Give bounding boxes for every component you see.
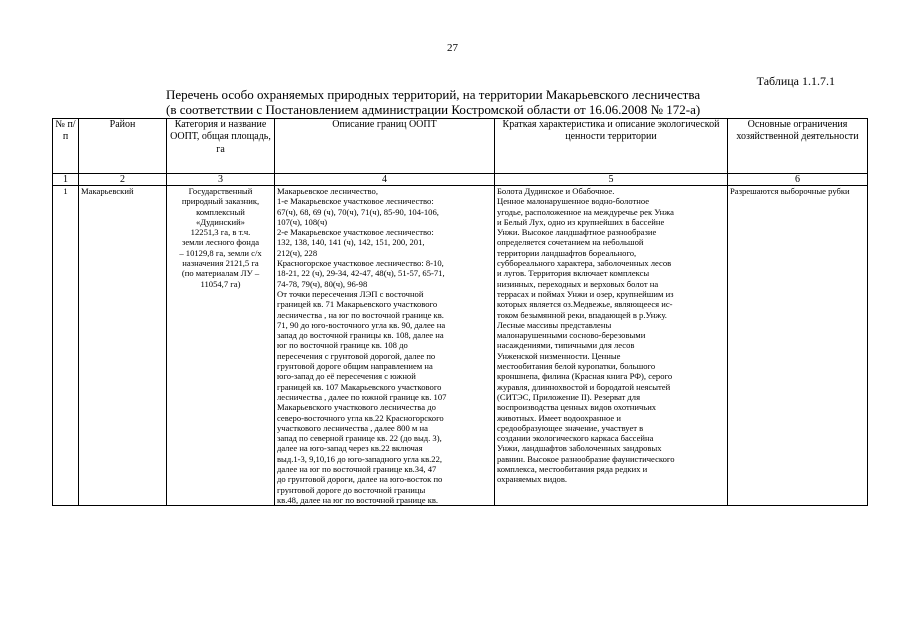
text-line: создании экологического каркаса бассейна [497,433,654,444]
text-line: «Дудинский» [196,216,245,227]
text-line: 1-е Макарьевское участковое лесничество: [277,196,434,207]
text-line: и лугов. Территория включает комплексы [497,268,650,279]
column-number: 5 [495,174,728,186]
text-line: назначения 2121,5 га [182,258,259,269]
column-number: 4 [275,174,495,186]
text-line: Государственный [188,186,253,196]
header-restrictions: Основные ограничения хозяйственной деятельности [728,119,868,174]
text-line: юго-запад до её пересечения с южной [277,371,416,382]
text-line: 74-78, 79(ч), 80(ч), 96-98 [277,278,368,289]
text-line: Макарьевского участкового лесничества до [277,402,436,413]
text-line: животных. Имеет водоохранное и [497,412,621,423]
header-boundaries: Описание границ ООПТ [275,119,495,174]
text-line: малонарушенными сосново-березовыми [497,330,646,341]
text-line: определяется сочетанием на небольшой [497,237,644,248]
text-line: местообитания белой куропатки, большого [497,361,656,372]
column-number: 6 [728,174,868,186]
header-row [53,119,868,174]
header-district: Район [79,119,167,174]
text-line: грунтовой дороге общим направлением на [277,361,433,372]
text-line: и Белый Лух, одно из крупнейших в бассейне [497,216,665,227]
column-number-row [53,174,868,186]
text-line: комплексный [196,206,245,217]
title-line-2: (в соответствии с Постановлением администрации Костромской области от 16.06.2008 № 172-а) [166,102,701,117]
text-line: 12251,3 га, в т.ч. [190,227,251,238]
text-line: низинных, переходных и верховых болот на [497,278,659,289]
row-boundaries [275,186,495,506]
row-restrictions: Разрешаются выборочные рубки [728,186,868,506]
text-line: юг по восточной границе кв. 108 до [277,340,408,351]
text-line: Ценное малонарушенное водно-болотное [497,196,650,207]
text-line: Унженской низменности. Ценные [497,350,621,361]
text-line: От точки пересечения ЛЭП с восточной [277,288,424,299]
text-line: выд.1-3, 9,10,16 до юго-западного угла кв.22, [277,453,443,464]
text-line: суббореального характера, заболоченных лесов [497,258,672,269]
text-line: далее на юг по восточной границе кв.34, 47 [277,464,437,475]
table-row [53,186,868,506]
header-characteristics: Краткая характеристика и описание экологической ценности территории [495,119,728,174]
text-line: запад до восточной границы кв. 108, далее на [277,330,444,341]
text-line: участкового лесничества , далее 800 м на [277,422,428,433]
text-line: (СИТЭС, Приложение II). Резерват для [497,391,641,402]
text-line: Болота Дудинское и Обабочное. [497,186,615,196]
header-num: № п/п [53,119,79,174]
text-line: журавля, длиннохвостой и бородатой неясытей [497,381,671,392]
protected-areas-table [52,118,868,506]
text-line: 107(ч), 108(ч) [277,216,328,227]
text-line: территории ландшафтов бореального, [497,247,637,258]
text-line: грунтовой дороге до восточной границы [277,484,426,495]
column-number: 3 [167,174,275,186]
text-line: 71, 90 до юго-восточного угла кв. 90, далее на [277,319,446,330]
text-line: далее на юго-запад через кв.22 включая [277,443,423,454]
text-line: 212(ч), 228 [277,247,318,258]
text-line: террасах и поймах Унжи и озер, крупнейшим из [497,288,674,299]
text-line: средообразующее значение, участвует в [497,422,644,433]
text-line: запад по северной границе кв. 22 (до выд. 3), [277,433,442,444]
text-line: – 10129,8 га, земли с/х [179,247,262,258]
text-line: охраняемых видов. [497,474,568,485]
text-line: комплекса, местообитания ряда редких и [497,464,648,475]
text-line: кв.48, далее на юг по восточной границе кв. [277,494,439,505]
text-line: которых является оз.Медвежье, являющееся ис- [497,299,673,310]
header-category: Категория и названиe ООПТ, общая площадь, га [167,119,275,174]
text-line: Унжи. Высокое ландшафтное разнообразие [497,227,657,238]
row-num: 1 [53,186,79,506]
text-line: 67(ч), 68, 69 (ч), 70(ч), 71(ч), 85-90, 104-106, [277,206,439,217]
text-line: 18-21, 22 (ч), 29-34, 42-47, 48(ч), 51-57, 65-71, [277,268,445,279]
text-line: угодье, расположенное на междуречье рек Унжа [497,206,674,217]
text-line: током безымянной реки, впадающей в р.Унжу. [497,309,667,320]
text-line: лесничества , на юг по восточной границе кв. [277,309,444,320]
column-number: 2 [79,174,167,186]
text-line: Макарьевское лесничество, [277,186,378,196]
text-line: кроншнепа, филина (Красная книга РФ), серого [497,371,673,382]
row-category [167,186,275,506]
text-line: 2-е Макарьевское участковое лесничество: [277,227,434,238]
text-line: равнин. Высокое разнообразие фаунистического [497,453,675,464]
text-line: пересечения с грунтовой дорогой, далее по [277,350,436,361]
row-characteristics [495,186,728,506]
text-line: земли лесного фонда [181,237,260,248]
text-line: природный заказник, [181,196,260,207]
text-line: границей кв. 107 Макарьевского участкового [277,381,442,392]
text-line: Красногорское участковое лесничество: 8-10, [277,258,444,269]
text-line: северо-восточного угла кв.22 Красногорского [277,412,444,423]
text-line: воспроизводства ценных видов охотничьих [497,402,657,413]
row-district: Макарьевский [79,186,167,506]
text-line: (по материалам ЛУ – [181,268,260,279]
text-line: 11054,7 га) [200,278,241,289]
page-number: 27 [447,42,458,54]
title-line-1: Перечень особо охраняемых природных территорий, на территории Макарьевского лесничества [166,87,701,102]
text-line: до грунтовой дороги, далее на юго-восток по [277,474,443,485]
text-line: лесничества , далее по южной границе кв. 107 [277,391,447,402]
text-line: Лесные массивы представлены [497,319,612,330]
table-title [166,87,700,117]
column-number: 1 [53,174,79,186]
text-line: насаждениями, типичными для лесов [497,340,635,351]
text-line: Унжи, ландшафтов заболоченных зандровых [497,443,662,454]
text-line: 132, 138, 140, 141 (ч), 142, 151, 200, 201, [277,237,425,248]
text-line: границей кв. 71 Макарьевского участкового [277,299,438,310]
table-label: Таблица 1.1.7.1 [756,74,835,88]
